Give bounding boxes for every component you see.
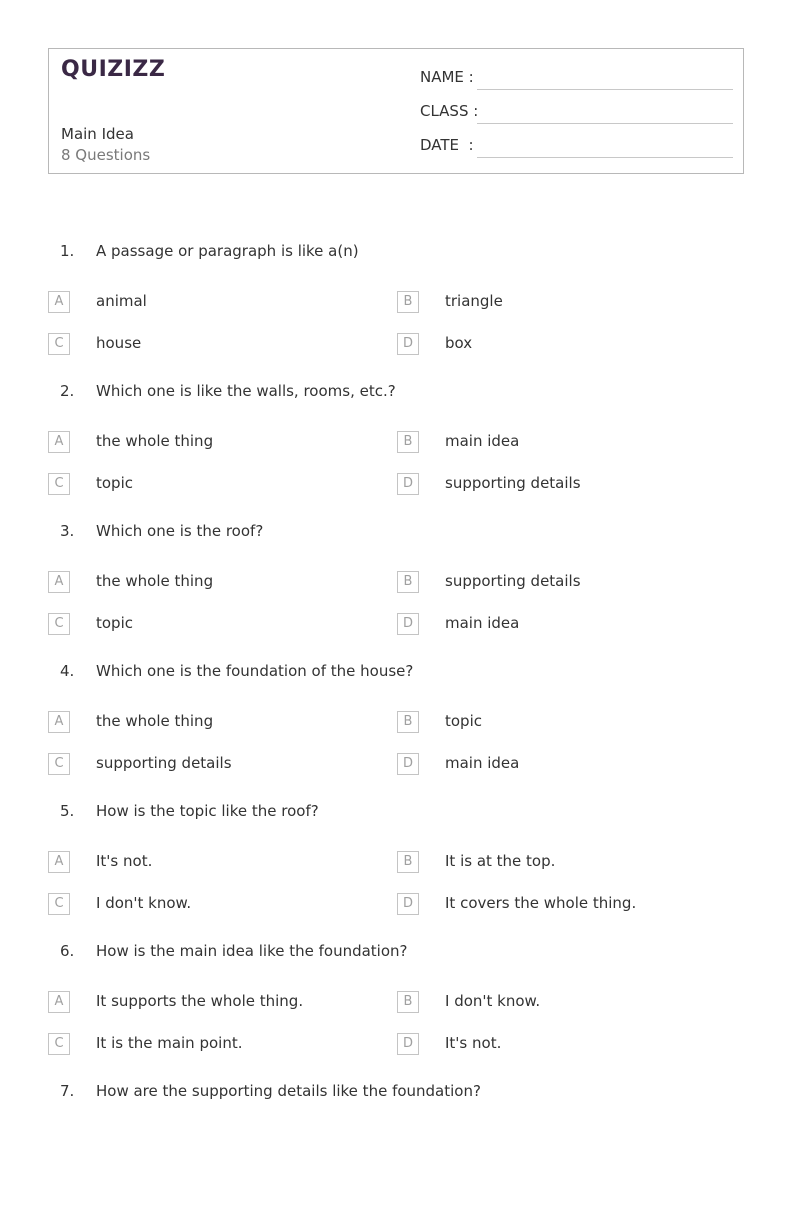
option-text: It is the main point. (96, 1034, 243, 1052)
class-field (420, 102, 478, 120)
question-number: 6. (60, 942, 75, 960)
option-text: It is at the top. (445, 852, 556, 870)
question-number: 5. (60, 802, 75, 820)
option-text: triangle (445, 292, 503, 310)
date-field (420, 136, 474, 154)
question-text: How are the supporting details like the foundation? (96, 1082, 481, 1100)
option-text: It supports the whole thing. (96, 992, 304, 1010)
question-text: Which one is the foundation of the house? (96, 662, 414, 680)
date-label: DATE : (420, 136, 474, 154)
question-item (0, 1082, 794, 1212)
question-text: Which one is the roof? (96, 522, 264, 540)
question-number: 1. (60, 242, 75, 260)
option-letter-box[interactable]: B (397, 291, 419, 313)
option-letter-box[interactable]: B (397, 991, 419, 1013)
option-letter-box[interactable]: C (48, 473, 70, 495)
question-text: Which one is like the walls, rooms, etc.? (96, 382, 396, 400)
question-number: 4. (60, 662, 75, 680)
option-text: animal (96, 292, 147, 310)
question-item (0, 382, 794, 512)
question-number: 3. (60, 522, 75, 540)
option-text: topic (445, 712, 482, 730)
option-text: topic (96, 614, 133, 632)
option-letter-box[interactable]: A (48, 991, 70, 1013)
option-text: It's not. (445, 1034, 502, 1052)
name-field (420, 68, 474, 86)
name-label: NAME : (420, 68, 474, 86)
option-text: I don't know. (445, 992, 541, 1010)
name-line[interactable] (477, 89, 733, 90)
question-text: A passage or paragraph is like a(n) (96, 242, 359, 260)
option-letter-box[interactable]: B (397, 571, 419, 593)
option-letter-box[interactable]: B (397, 711, 419, 733)
option-text: main idea (445, 614, 520, 632)
question-item (0, 802, 794, 932)
question-number: 2. (60, 382, 75, 400)
option-text: supporting details (445, 572, 581, 590)
option-letter-box[interactable]: A (48, 711, 70, 733)
option-letter-box[interactable]: B (397, 851, 419, 873)
option-text: supporting details (445, 474, 581, 492)
question-item (0, 522, 794, 652)
option-text: box (445, 334, 473, 352)
option-letter-box[interactable]: A (48, 291, 70, 313)
option-letter-box[interactable]: A (48, 571, 70, 593)
option-letter-box[interactable]: C (48, 893, 70, 915)
option-text: It's not. (96, 852, 153, 870)
question-count: 8 Questions (61, 146, 151, 164)
quizizz-logo: QUIZIZZ (61, 57, 166, 82)
option-text: the whole thing (96, 572, 214, 590)
question-text: How is the main idea like the foundation? (96, 942, 408, 960)
worksheet-header (48, 48, 744, 174)
option-text: house (96, 334, 142, 352)
class-label: CLASS : (420, 102, 479, 120)
option-text: It covers the whole thing. (445, 894, 637, 912)
question-number: 7. (60, 1082, 75, 1100)
option-text: main idea (445, 754, 520, 772)
option-text: supporting details (96, 754, 232, 772)
option-text: main idea (445, 432, 520, 450)
question-text: How is the topic like the roof? (96, 802, 319, 820)
option-text: topic (96, 474, 133, 492)
option-letter-box[interactable]: C (48, 1033, 70, 1055)
option-letter-box[interactable]: A (48, 851, 70, 873)
question-item (0, 662, 794, 792)
worksheet-title: Main Idea (61, 125, 134, 143)
option-letter-box[interactable]: D (397, 753, 419, 775)
option-letter-box[interactable]: D (397, 893, 419, 915)
option-text: the whole thing (96, 712, 214, 730)
option-letter-box[interactable]: D (397, 333, 419, 355)
option-letter-box[interactable]: B (397, 431, 419, 453)
option-letter-box[interactable]: D (397, 613, 419, 635)
option-letter-box[interactable]: C (48, 333, 70, 355)
option-letter-box[interactable]: C (48, 613, 70, 635)
class-line[interactable] (477, 123, 733, 124)
option-letter-box[interactable]: C (48, 753, 70, 775)
option-letter-box[interactable]: A (48, 431, 70, 453)
option-text: the whole thing (96, 432, 214, 450)
option-text: I don't know. (96, 894, 192, 912)
date-line[interactable] (477, 157, 733, 158)
question-item (0, 942, 794, 1072)
option-letter-box[interactable]: D (397, 1033, 419, 1055)
question-item (0, 242, 794, 372)
option-letter-box[interactable]: D (397, 473, 419, 495)
